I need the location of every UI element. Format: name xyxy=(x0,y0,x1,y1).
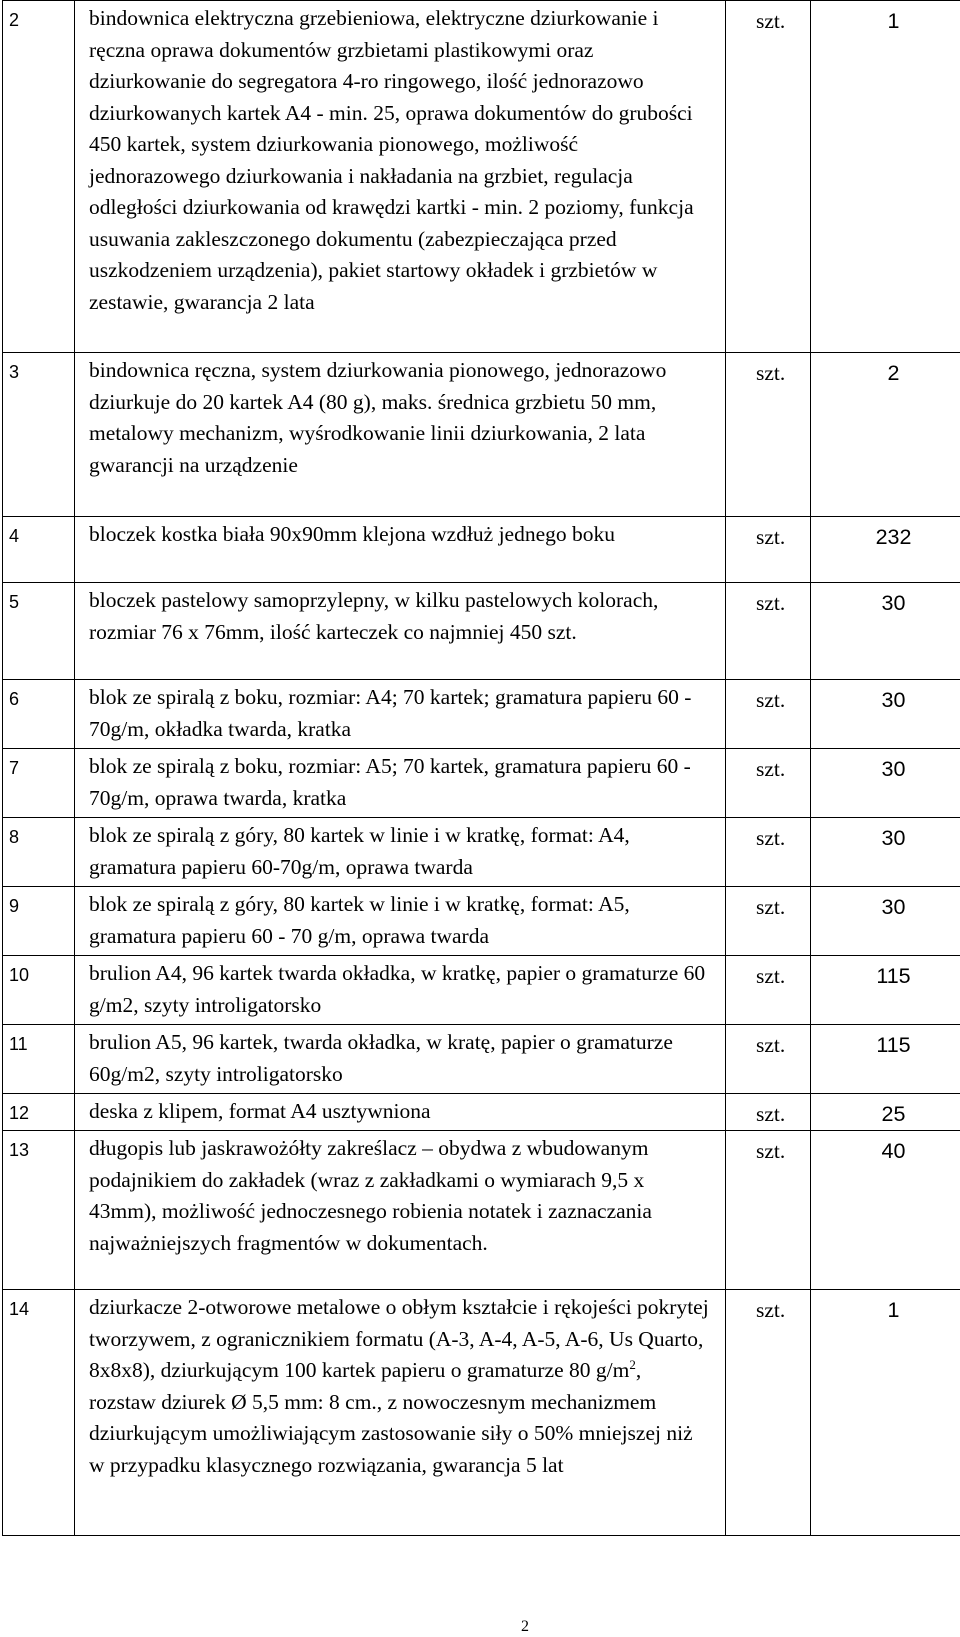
row-description: brulion A4, 96 kartek twarda okładka, w kratkę, papier o gramaturze 60 g/m2, szyty introligatorsko xyxy=(75,956,726,1025)
row-unit: szt. xyxy=(726,1131,811,1290)
row-unit: szt. xyxy=(726,887,811,956)
row-number: 3 xyxy=(3,353,75,517)
row-unit: szt. xyxy=(726,1094,811,1131)
row-number: 10 xyxy=(3,956,75,1025)
row-quantity-value: 1 xyxy=(887,1298,900,1322)
row-quantity xyxy=(811,956,960,1025)
row-description-part: , rozstaw dziurek Ø 5,5 mm: 8 cm., z nowoczesnym mechanizmem dziurkującym umożliwiającym zastosowanie siły o 50% mniejszej niż w przypadku klasycznego rozwiązania, gwarancja 5 lat xyxy=(89,1358,693,1477)
row-description: bindownica elektryczna grzebieniowa, elektryczne dziurkowanie i ręczna oprawa dokumentów grzbietami plastikowymi oraz dziurkowanie do segregatora 4-ro ringowego, ilość jednorazowo dziurkowanych kartek A4 - min. 25, oprawa dokumentów do grubości 450 kartek, system dziurkowania pionowego, możliwość jednorazowego dziurkowania i nakładania na grzbiet, regulacja odległości dziurkowania od krawędzi kartki - min. 2 poziomy, funkcja usuwania zakleszczonego dokumentu (zabezpieczająca przed uszkodzeniem urządzenia), pakiet startowy okładek i grzbietów w zestawie, gwarancja 2 lata xyxy=(75,1,726,353)
row-quantity-value: 30 xyxy=(881,757,906,781)
table-row xyxy=(3,956,960,1025)
row-quantity-value: 115 xyxy=(876,964,911,988)
row-quantity-value: 25 xyxy=(881,1102,906,1126)
row-number: 4 xyxy=(3,517,75,583)
row-quantity xyxy=(811,353,960,517)
row-description-part: dziurkacze 2-otworowe metalowe o obłym kształcie i rękojeści pokrytej tworzywem, z ogranicznikiem formatu (A-3, A-4, A-5, A-6, Us Quarto, 8x8x8), dziurkującym 100 kartek papieru o gramaturze 80 g/m xyxy=(89,1295,709,1382)
row-quantity xyxy=(811,887,960,956)
row-quantity xyxy=(811,818,960,887)
row-description: długopis lub jaskrawożółty zakreślacz – obydwa z wbudowanym podajnikiem do zakładek (wraz z zakładkami o wymiarach 9,5 x 43mm), możliwość jednoczesnego robienia notatek i zaznaczania najważniejszych fragmentów w dokumentach. xyxy=(75,1131,726,1290)
row-number: 2 xyxy=(3,1,75,353)
row-quantity xyxy=(811,583,960,680)
row-unit: szt. xyxy=(726,680,811,749)
row-number: 14 xyxy=(3,1290,75,1536)
table-row xyxy=(3,887,960,956)
row-description: blok ze spiralą z boku, rozmiar: A4; 70 kartek; gramatura papieru 60 - 70g/m, okładka twarda, kratka xyxy=(75,680,726,749)
row-description: brulion A5, 96 kartek, twarda okładka, w kratę, papier o gramaturze 60g/m2, szyty introligatorsko xyxy=(75,1025,726,1094)
row-quantity-value: 30 xyxy=(881,895,906,919)
row-description: bloczek kostka biała 90x90mm klejona wzdłuż jednego boku xyxy=(75,517,726,583)
table-row xyxy=(3,749,960,818)
table-row xyxy=(3,1094,960,1131)
row-number: 6 xyxy=(3,680,75,749)
table-row xyxy=(3,1131,960,1290)
row-quantity-value: 30 xyxy=(881,826,906,850)
table-row xyxy=(3,353,960,517)
table-row xyxy=(3,583,960,680)
row-quantity xyxy=(811,1290,960,1536)
table-row xyxy=(3,517,960,583)
row-description: bindownica ręczna, system dziurkowania pionowego, jednorazowo dziurkuje do 20 kartek A4 (80 g), maks. średnica grzbietu 50 mm, metalowy mechanizm, wyśrodkowanie linii dziurkowania, 2 lata gwarancji na urządzenie xyxy=(75,353,726,517)
row-unit: szt. xyxy=(726,1,811,353)
row-quantity xyxy=(811,517,960,583)
row-description: blok ze spiralą z boku, rozmiar: A5; 70 kartek, gramatura papieru 60 - 70g/m, oprawa twarda, kratka xyxy=(75,749,726,818)
row-description: bloczek pastelowy samoprzylepny, w kilku pastelowych kolorach, rozmiar 76 x 76mm, ilość karteczek co najmniej 450 szt. xyxy=(75,583,726,680)
row-number: 13 xyxy=(3,1131,75,1290)
row-description: blok ze spiralą z góry, 80 kartek w linie i w kratkę, format: A5, gramatura papieru 60 - 70 g/m, oprawa twarda xyxy=(75,887,726,956)
items-table xyxy=(2,0,960,1536)
row-quantity-value: 115 xyxy=(876,1033,911,1057)
row-number: 12 xyxy=(3,1094,75,1131)
table-row xyxy=(3,1025,960,1094)
row-number: 8 xyxy=(3,818,75,887)
table-row xyxy=(3,1,960,353)
row-number: 7 xyxy=(3,749,75,818)
table-row xyxy=(3,680,960,749)
row-quantity xyxy=(811,1094,960,1131)
row-quantity-value: 30 xyxy=(881,591,906,615)
superscript: 2 xyxy=(629,1356,636,1372)
row-quantity-value: 1 xyxy=(887,9,900,33)
row-quantity-value: 232 xyxy=(875,525,912,549)
row-quantity xyxy=(811,749,960,818)
row-description: blok ze spiralą z góry, 80 kartek w linie i w kratkę, format: A4, gramatura papieru 60-70g/m, oprawa twarda xyxy=(75,818,726,887)
row-unit: szt. xyxy=(726,353,811,517)
row-description: deska z klipem, format A4 usztywniona xyxy=(75,1094,726,1131)
row-number: 9 xyxy=(3,887,75,956)
table-row xyxy=(3,1290,960,1536)
row-quantity xyxy=(811,1025,960,1094)
row-unit: szt. xyxy=(726,517,811,583)
row-unit: szt. xyxy=(726,749,811,818)
row-unit: szt. xyxy=(726,583,811,680)
row-number: 11 xyxy=(3,1025,75,1094)
row-description xyxy=(75,1290,726,1536)
row-quantity-value: 30 xyxy=(881,688,906,712)
row-quantity xyxy=(811,1131,960,1290)
row-quantity-value: 40 xyxy=(881,1139,906,1163)
page-number: 2 xyxy=(521,1618,529,1635)
row-unit: szt. xyxy=(726,956,811,1025)
row-number: 5 xyxy=(3,583,75,680)
row-quantity-value: 2 xyxy=(887,361,900,385)
row-quantity xyxy=(811,1,960,353)
row-unit: szt. xyxy=(726,818,811,887)
row-unit: szt. xyxy=(726,1290,811,1536)
row-quantity xyxy=(811,680,960,749)
table-row xyxy=(3,818,960,887)
row-unit: szt. xyxy=(726,1025,811,1094)
